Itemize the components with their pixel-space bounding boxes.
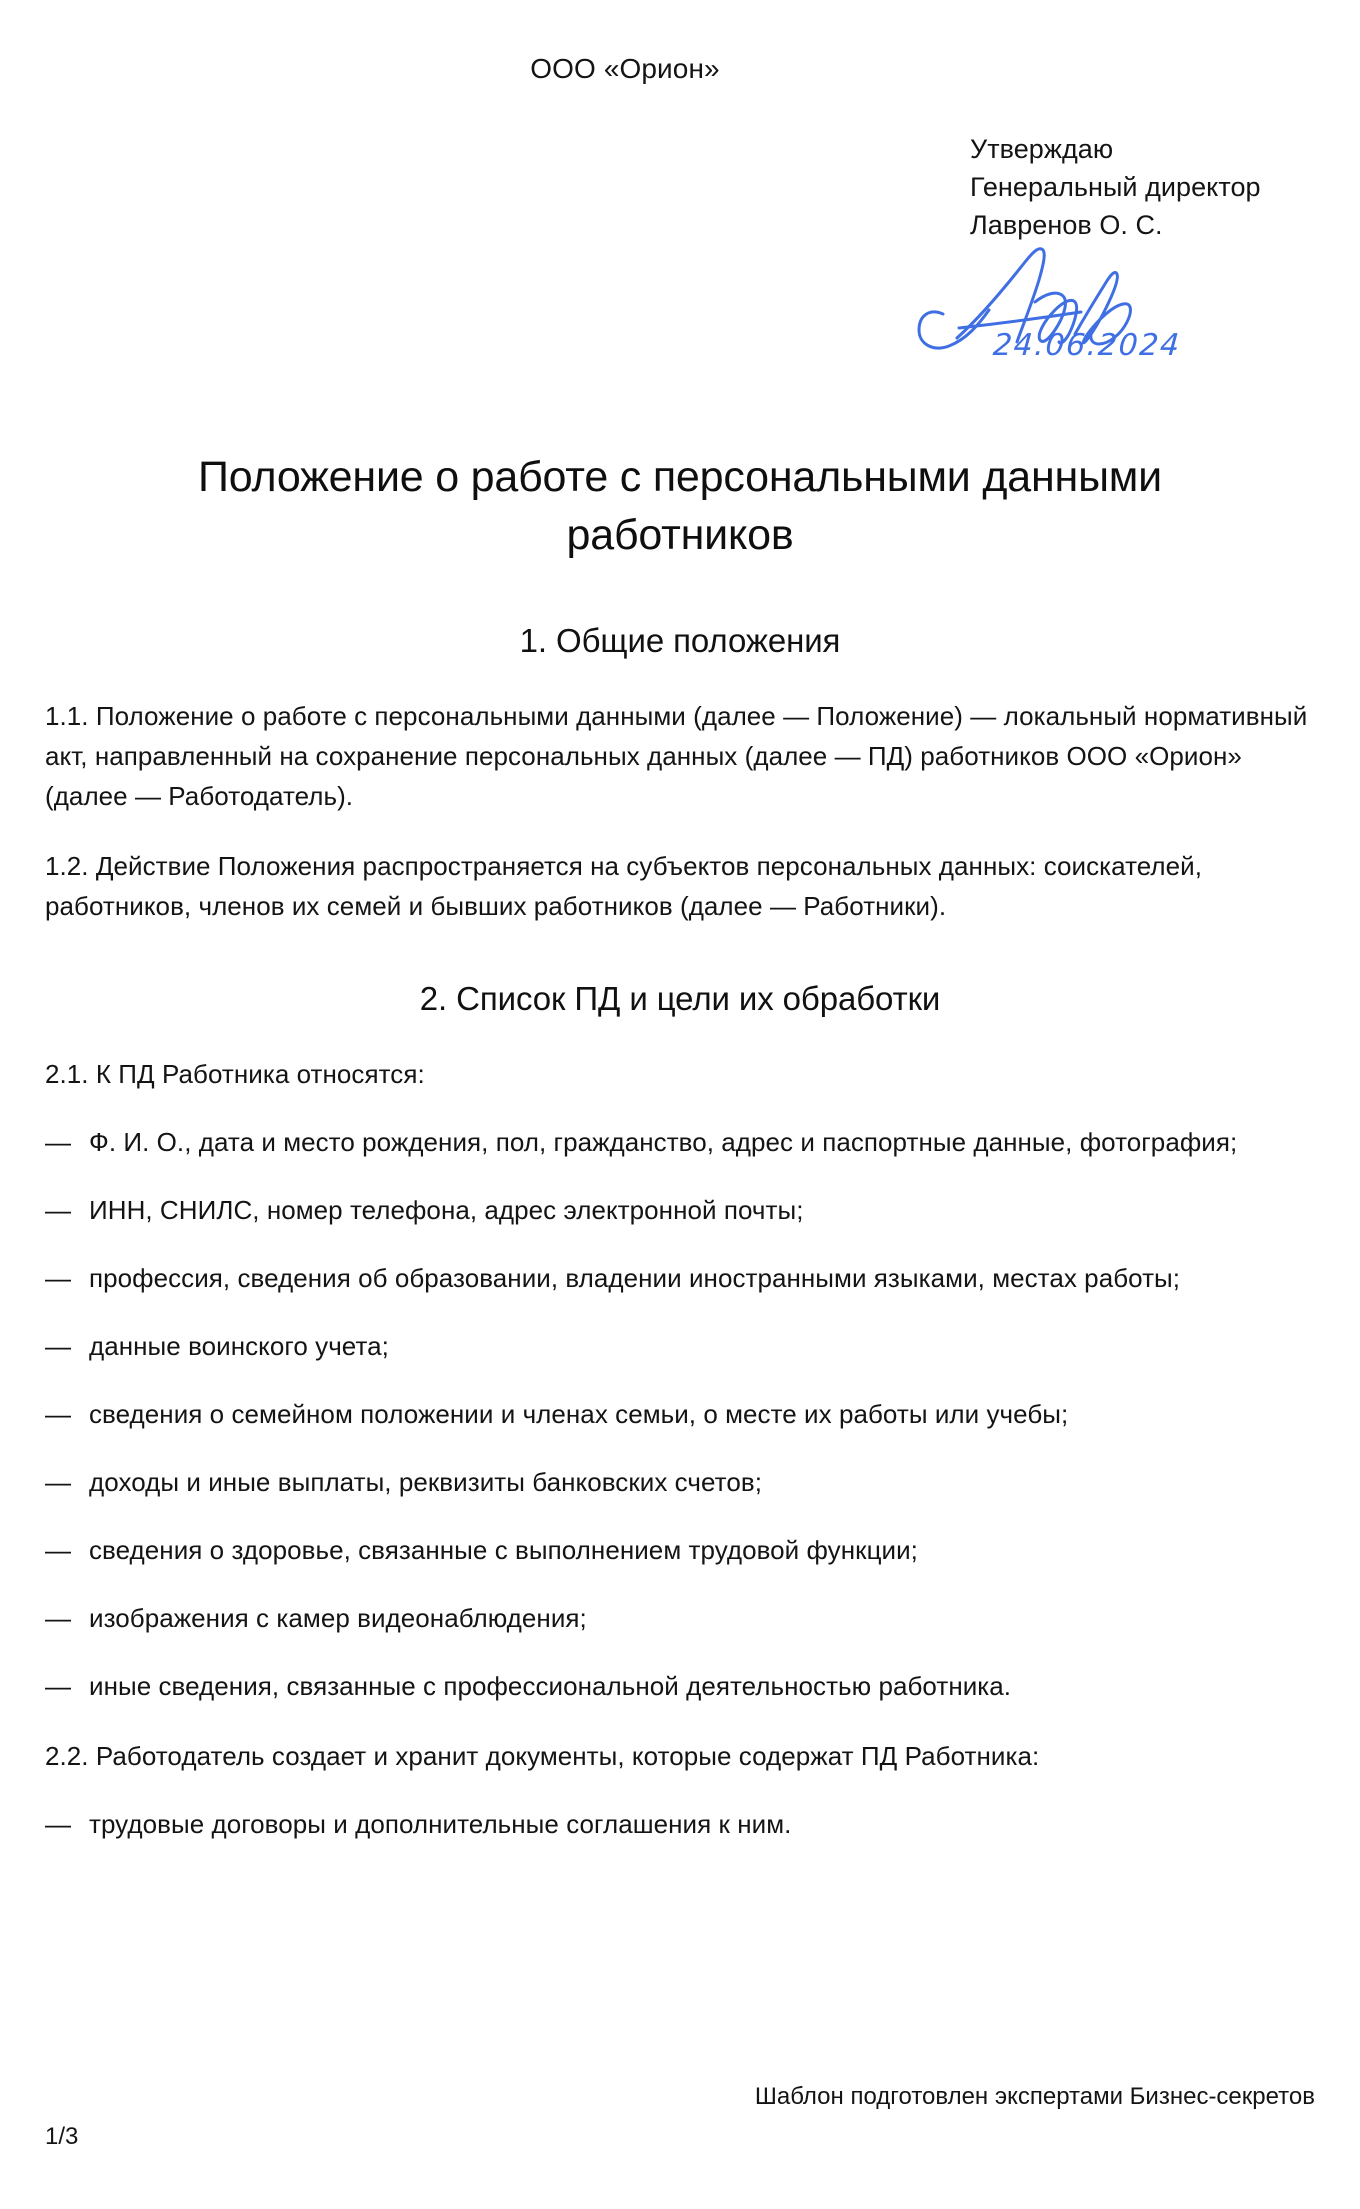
list-item-label: сведения о здоровье, связанные с выполнением трудовой функции; <box>89 1535 918 1565</box>
paragraph-1-2: 1.2. Действие Положения распространяется на субъектов персональных данных: соискателей, работников, членов их семей и бывших работников (далее — Работники). <box>45 851 1202 921</box>
section-heading-1: 1. Общие положения <box>519 622 841 659</box>
list-item <box>45 1804 1315 1844</box>
signature-date: 24.06.2024 <box>991 328 1183 363</box>
list-item-label: доходы и иные выплаты, реквизиты банковских счетов; <box>89 1467 762 1497</box>
list-item-label: иные сведения, связанные с профессиональной деятельностью работника. <box>89 1671 1012 1701</box>
em-dash-icon: — <box>45 1195 72 1225</box>
list-item <box>45 1190 1315 1230</box>
list-item <box>45 1122 1315 1162</box>
em-dash-icon: — <box>45 1535 72 1565</box>
paragraph-2-2: 2.2. Работодатель создает и хранит документы, которые содержат ПД Работника: <box>45 1741 1040 1771</box>
em-dash-icon: — <box>45 1263 72 1293</box>
documents-list <box>45 1804 1315 1844</box>
approval-label: Утверждаю <box>970 134 1114 164</box>
list-item <box>45 1462 1315 1502</box>
list-item-label: Ф. И. О., дата и место рождения, пол, гражданство, адрес и паспортные данные, фотография; <box>89 1127 1238 1157</box>
page-title: Положение о работе с персональными данными работников <box>198 453 1162 559</box>
em-dash-icon: — <box>45 1127 72 1157</box>
list-item-label: профессия, сведения об образовании, владении иностранными языками, местах работы; <box>89 1263 1181 1293</box>
list-item <box>45 1666 1315 1706</box>
approver-name: Лавренов О. С. <box>970 210 1163 240</box>
approval-block <box>45 130 1315 244</box>
em-dash-icon: — <box>45 1603 72 1633</box>
list-item-label: изображения с камер видеонаблюдения; <box>89 1603 587 1633</box>
em-dash-icon: — <box>45 1809 72 1839</box>
em-dash-icon: — <box>45 1467 72 1497</box>
section-heading-2: 2. Список ПД и цели их обработки <box>419 980 941 1017</box>
list-item-label: трудовые договоры и дополнительные соглашения к ним. <box>89 1809 792 1839</box>
paragraph-2-1: 2.1. К ПД Работника относятся: <box>45 1059 425 1089</box>
list-item-label: сведения о семейном положении и членах семьи, о месте их работы или учебы; <box>89 1399 1069 1429</box>
pd-list <box>45 1122 1315 1706</box>
list-item <box>45 1598 1315 1638</box>
list-item <box>45 1258 1315 1298</box>
em-dash-icon: — <box>45 1671 72 1701</box>
em-dash-icon: — <box>45 1399 72 1429</box>
list-item-label: данные воинского учета; <box>89 1331 389 1361</box>
paragraph-1-1: 1.1. Положение о работе с персональными данными (далее — Положение) — локальный нормативный акт, направленный на сохранение персональных данных (далее — ПД) работников ООО «Орион» (далее — Работодатель). <box>45 701 1308 811</box>
list-item-label: ИНН, СНИЛС, номер телефона, адрес электронной почты; <box>89 1195 804 1225</box>
signature-block <box>45 250 1315 410</box>
list-item <box>45 1394 1315 1434</box>
page-number: 1/3 <box>45 2123 79 2150</box>
list-item <box>45 1530 1315 1570</box>
organization-name: ООО «Орион» <box>530 53 720 84</box>
em-dash-icon: — <box>45 1331 72 1361</box>
list-item <box>45 1326 1315 1366</box>
footer-note: Шаблон подготовлен экспертами Бизнес-секретов <box>754 2083 1315 2110</box>
approver-position: Генеральный директор <box>970 172 1261 202</box>
